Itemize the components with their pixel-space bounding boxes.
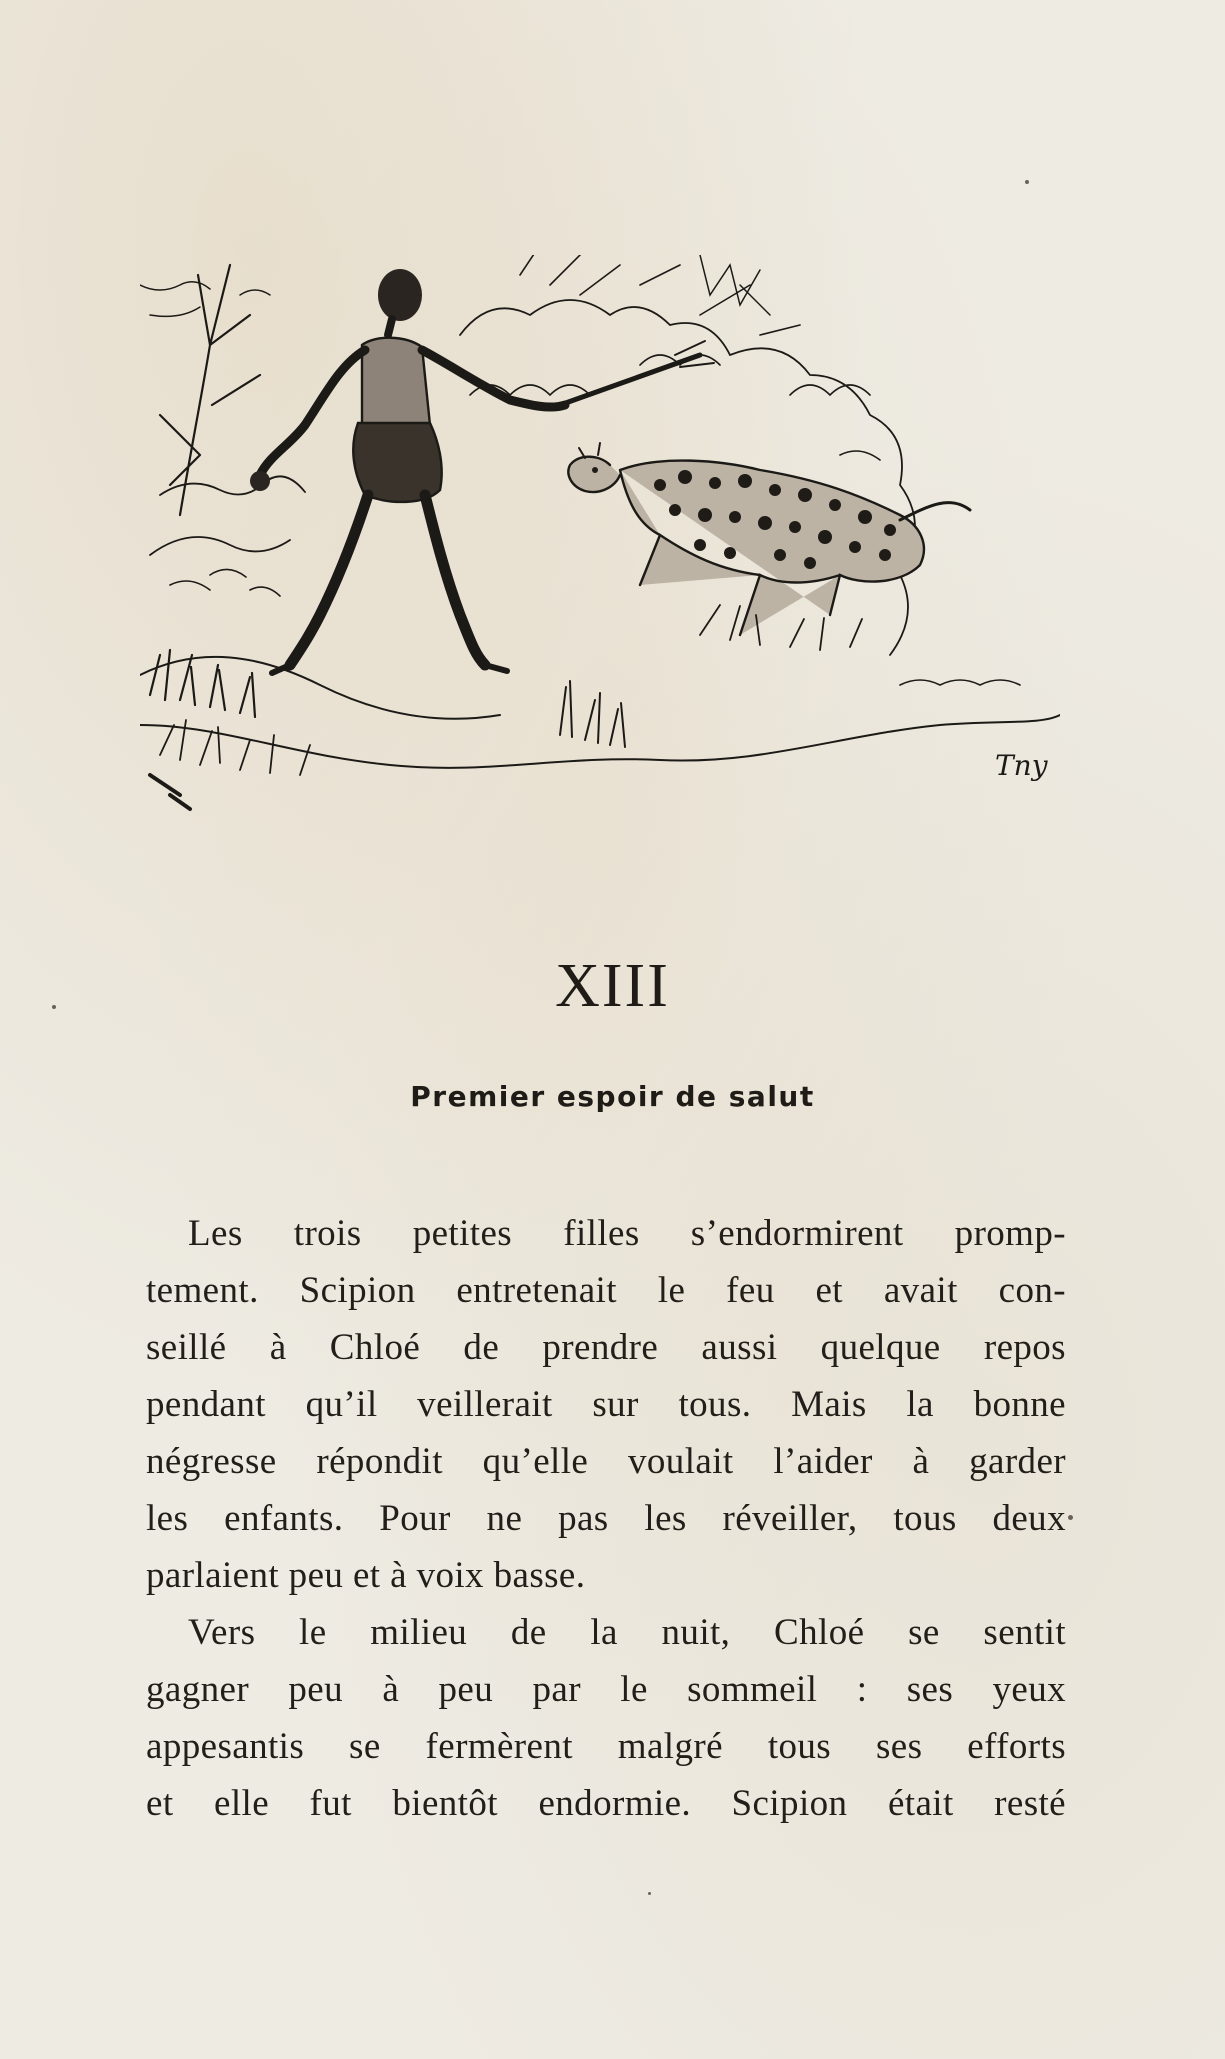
paragraph [146,1604,1066,1832]
text-line: et elle fut bientôt endormie. Scipion était resté [146,1783,1066,1824]
text-line: tement. Scipion entretenait le feu et avait con- [146,1270,1066,1311]
text-line: les enfants. Pour ne pas les réveiller, tous deux [146,1498,1066,1539]
text-line: parlaient peu et à voix basse. [146,1555,586,1596]
chapter-title: Premier espoir de salut [410,1080,815,1113]
paper-speck [1025,180,1029,184]
engraving-scene-icon [140,255,1060,809]
text-line: pendant qu’il veillerait sur tous. Mais la bonne [146,1384,1066,1425]
text-line: Vers le milieu de la nuit, Chloé se sentit [188,1612,1066,1653]
paper-speck [52,1005,56,1009]
chapter-text [146,1205,1066,1832]
text-line: Les trois petites filles s’endormirent promp- [188,1213,1066,1254]
text-line: négresse répondit qu’elle voulait l’aider à garder [146,1441,1066,1482]
chapter-illustration [140,255,1060,815]
text-line: seillé à Chloé de prendre aussi quelque repos [146,1327,1066,1368]
paragraph [146,1205,1066,1604]
text-line: appesantis se fermèrent malgré tous ses efforts [146,1726,1066,1767]
paper-speck [648,1892,651,1895]
text-line: gagner peu à peu par le sommeil : ses yeux [146,1669,1066,1710]
illustration-signature: Tny [995,749,1048,782]
paper-speck [1068,1515,1073,1520]
chapter-number: XIII [555,952,670,1020]
